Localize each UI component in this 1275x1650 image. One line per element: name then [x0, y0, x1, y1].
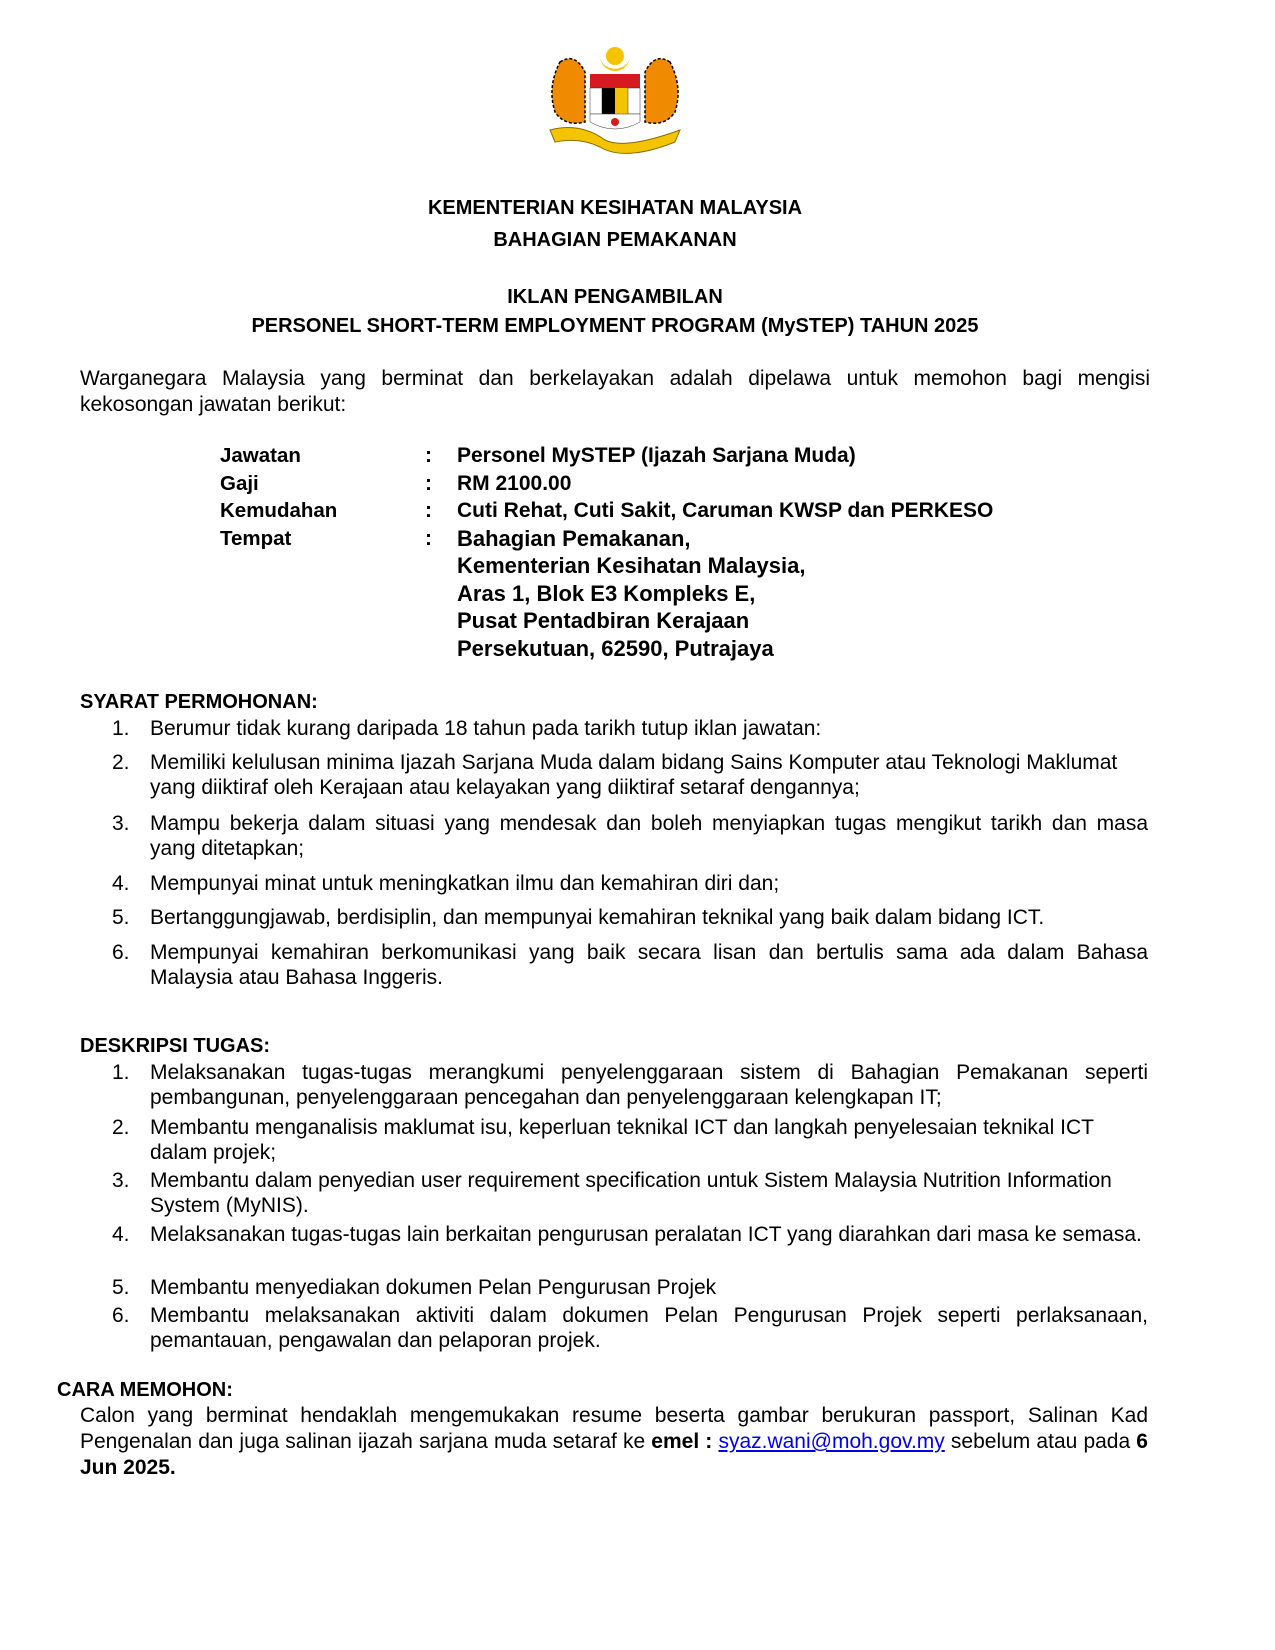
detail-row-tempat [220, 525, 993, 663]
detail-label: Gaji [220, 471, 259, 495]
item-text: Membantu menganalisis maklumat isu, keperluan teknikal ICT dan langkah penyelesaian teknikal ICT dalam projek; [150, 1116, 1094, 1164]
cara-text: Calon yang berminat hendaklah mengemukakan resume beserta gambar berukuran passport, Salinan Kad Pengenalan dan juga salinan ijazah sarjana muda setaraf ke [80, 1404, 1148, 1453]
detail-colon: : [425, 499, 432, 522]
list-item [112, 750, 1148, 800]
item-text: Melaksanakan tugas-tugas merangkumi penyelenggaraan sistem di Bahagian Pemakanan seperti pembangunan, penyelenggaraan pencegahan dan penyelenggaraan kelengkapan IT; [150, 1061, 1148, 1109]
item-number: 3. [112, 812, 130, 835]
detail-label: Tempat [220, 526, 292, 550]
emel-label: emel : [651, 1430, 713, 1453]
ministry-heading: KEMENTERIAN KESIHATAN MALAYSIA [427, 197, 803, 219]
list-item [112, 1222, 1148, 1247]
item-text: Membantu dalam penyedian user requirement specification untuk Sistem Malaysia Nutrition Information System (MyNIS). [150, 1169, 1112, 1217]
item-text: Berumur tidak kurang daripada 18 tahun pada tarikh tutup iklan jawatan: [150, 717, 822, 740]
list-item [112, 716, 1148, 741]
item-number: 3. [112, 1169, 130, 1192]
address-line: Aras 1, Blok E3 Kompleks E, [457, 580, 756, 606]
detail-colon: : [425, 526, 432, 550]
detail-value: Personel MySTEP (Ijazah Sarjana Muda) [457, 444, 856, 467]
detail-value: Cuti Rehat, Cuti Sakit, Caruman KWSP dan PERKESO [457, 499, 994, 522]
item-text: Membantu menyediakan dokumen Pelan Pengurusan Projek [150, 1276, 717, 1299]
advert-title: IKLAN PENGAMBILAN [507, 286, 723, 308]
item-text: Bertanggungjawab, berdisiplin, dan mempunyai kemahiran teknikal yang baik dalam bidang ICT. [150, 906, 1045, 929]
item-text: Mempunyai kemahiran berkomunikasi yang baik secara lisan dan bertulis sama ada dalam Bahasa Malaysia atau Bahasa Inggeris. [150, 941, 1148, 989]
item-number: 5. [112, 906, 130, 929]
division-heading: BAHAGIAN PEMAKANAN [493, 229, 737, 251]
detail-value: RM 2100.00 [457, 471, 572, 495]
address-line: Bahagian Pemakanan, [457, 525, 691, 551]
item-number: 5. [112, 1276, 130, 1299]
item-number: 2. [112, 751, 130, 774]
cara-text-2: sebelum atau pada [944, 1430, 1137, 1453]
item-number: 1. [112, 1061, 130, 1084]
list-item [112, 940, 1148, 990]
item-text: Memiliki kelulusan minima Ijazah Sarjana Muda dalam bidang Sains Komputer atau Teknologi Maklumat yang diiktiraf oleh Kerajaan atau kelayakan yang diiktiraf setaraf dengannya; [150, 751, 1118, 799]
list-item [112, 871, 1148, 896]
detail-label: Kemudahan [220, 499, 338, 522]
detail-row-gaji [220, 470, 993, 498]
detail-label: Jawatan [220, 444, 301, 467]
list-item [112, 1168, 1148, 1218]
cara-paragraph [80, 1403, 1148, 1481]
detail-row-jawatan [220, 442, 993, 470]
address-line: Persekutuan, 62590, Putrajaya [457, 635, 774, 661]
closing-date: 6 Jun 2025. [80, 1430, 1148, 1479]
item-number: 4. [112, 872, 130, 895]
item-text: Mampu bekerja dalam situasi yang mendesak dan boleh menyiapkan tugas mengikut tarikh dan masa yang ditetapkan; [150, 812, 1148, 860]
address [457, 525, 805, 663]
item-number: 1. [112, 717, 130, 740]
email-link[interactable]: syaz.wani@moh.gov.my [718, 1430, 945, 1453]
item-text: Melaksanakan tugas-tugas lain berkaitan pengurusan peralatan ICT yang diarahkan dari masa ke semasa. [150, 1223, 1142, 1246]
intro-paragraph: Warganegara Malaysia yang berminat dan berkelayakan adalah dipelawa untuk memohon bagi mengisi kekosongan jawatan berikut: [80, 367, 1150, 416]
jata-negara-logo [540, 42, 690, 157]
item-text: Membantu melaksanakan aktiviti dalam dokumen Pelan Pengurusan Projek seperti perlaksanaan, pemantauan, pengawalan dan pelaporan projek. [150, 1304, 1148, 1352]
item-text: Mempunyai minat untuk meningkatkan ilmu dan kemahiran diri dan; [150, 872, 780, 895]
list-item [112, 1060, 1148, 1110]
list-item [112, 1275, 1148, 1300]
address-line: Pusat Pentadbiran Kerajaan [457, 608, 750, 633]
job-details [220, 442, 993, 662]
item-number: 2. [112, 1116, 130, 1139]
tugas-heading: DESKRIPSI TUGAS: [80, 1035, 271, 1057]
program-title: PERSONEL SHORT-TERM EMPLOYMENT PROGRAM (MySTEP) TAHUN 2025 [251, 315, 979, 337]
item-number: 6. [112, 941, 130, 964]
list-item [112, 1303, 1148, 1353]
item-number: 6. [112, 1304, 130, 1327]
item-number: 4. [112, 1223, 130, 1246]
detail-colon: : [425, 444, 432, 467]
address-line: Kementerian Kesihatan Malaysia, [457, 553, 806, 578]
list-item [112, 1115, 1148, 1165]
syarat-heading: SYARAT PERMOHONAN: [80, 691, 318, 713]
detail-colon: : [425, 471, 432, 495]
list-item [112, 905, 1148, 930]
cara-heading: CARA MEMOHON: [57, 1379, 233, 1401]
detail-row-kemudahan [220, 497, 993, 525]
list-item [112, 811, 1148, 861]
